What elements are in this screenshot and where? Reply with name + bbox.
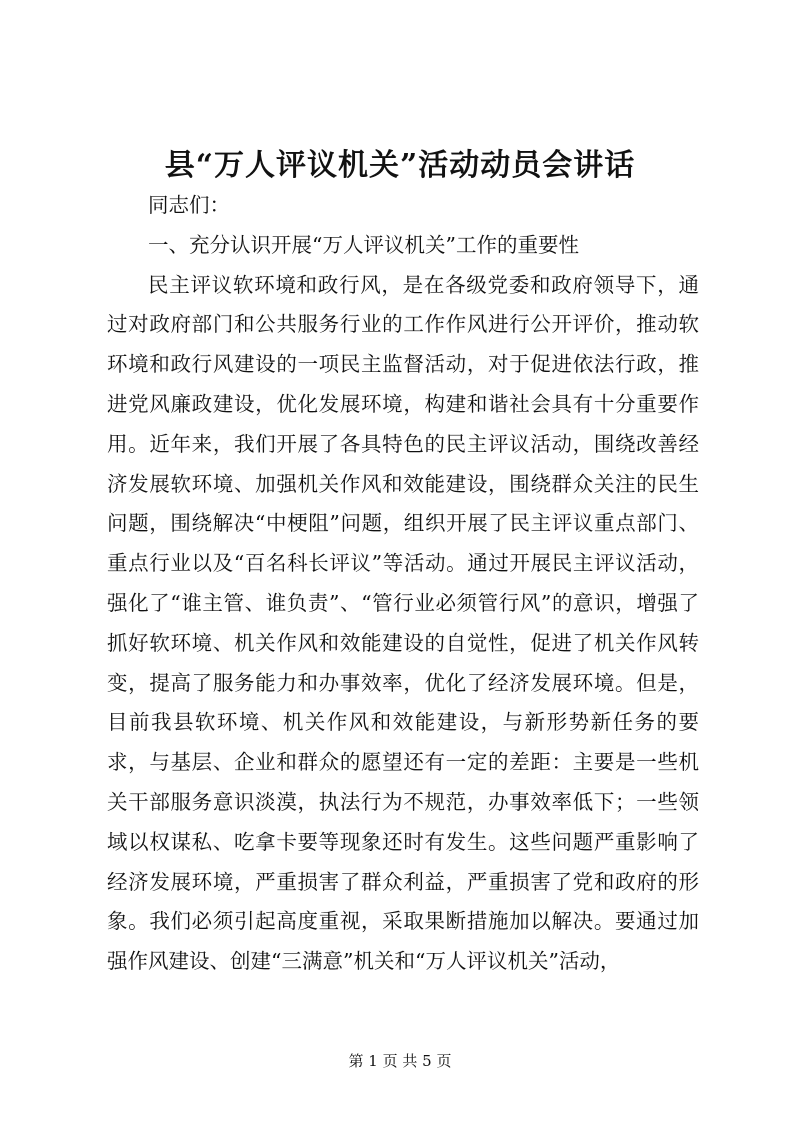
greeting-line: 同志们： [148, 193, 230, 217]
page-footer: 第 1 页 共 5 页 [348, 1052, 452, 1070]
document-title: 县“万人评议机关”活动动员会讲话 [164, 148, 636, 183]
document-body [107, 186, 699, 982]
section-heading: 一、充分认识开展“万人评议机关”工作的重要性 [148, 232, 579, 257]
body-paragraph: 民主评议软环境和政行风，是在各级党委和政府领导下，通过对政府部门和公共服务行业的工作作风进行公开评价，推动软环境和政行风建设的一项民主监督活动，对于促进依法行政，推进党风廉政建设，优化发展环境，构建和谐社会具有十分重要作用。近年来，我们开展了各具特色的民主评议活动，围绕改善经济发展软环境、加强机关作风和效能建设，围绕群众关注的民生问题，围绕解决“中梗阻”问题，组织开展了民主评议重点部门、重点行业以及“百名科长评议”等活动。通过开展民主评议活动，强化了“谁主管、谁负责”、“管行业必须管行风”的意识，增强了抓好软环境、机关作风和效能建设的自觉性，促进了机关作风转变，提高了服务能力和办事效率，优化了经济发展环境。但是，目前我县软环境、机关作风和效能建设，与新形势新任务的要求，与基层、企业和群众的愿望还有一定的差距：主要是一些机关干部服务意识淡漠，执法行为不规范，办事效率低下；一些领域以权谋私、吃拿卡要等现象还时有发生。这些问题严重影响了经济发展环境，严重损害了群众利益，严重损害了党和政府的形象。我们必须引起高度重视，采取果断措施加以解决。要通过加强作风建设、创建“三满意”机关和“万人评议机关”活动， [107, 272, 699, 974]
